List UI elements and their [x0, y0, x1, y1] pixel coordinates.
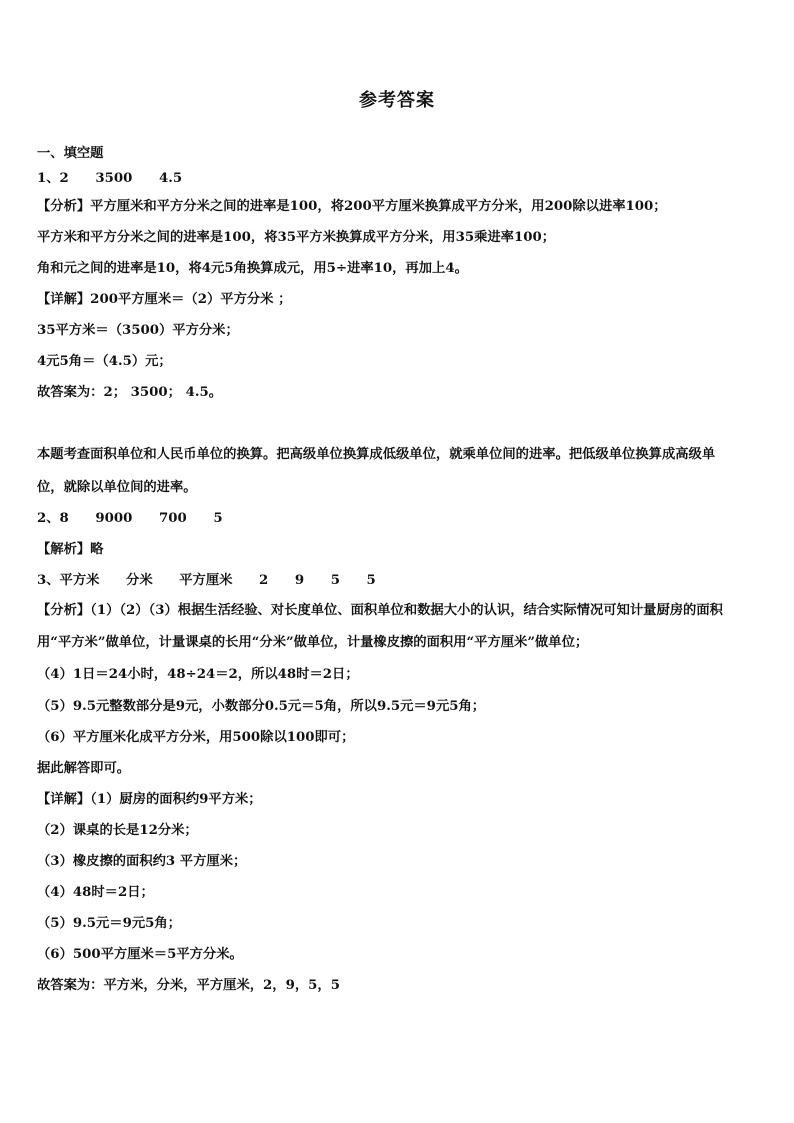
answer-line: 2、8 9000 700 5	[37, 511, 223, 526]
analysis-line: 平方米和平方分米之间的进率是100，将35平方米换算成平方分米，用35乘进率100；	[37, 230, 556, 245]
detail-line: （5）9.5元＝9元5角；	[37, 916, 181, 931]
analysis-line: 【分析】（1）（2）（3）根据生活经验、对长度单位、面积单位和数据大小的认识，结合实际情况可知计量厨房的面积	[37, 603, 723, 618]
analysis-line: 【解析】略	[37, 542, 104, 557]
detail-line: （4）48时＝2日；	[37, 885, 154, 900]
detail-line: （3）橡皮擦的面积约3 平方厘米；	[37, 854, 247, 869]
detail-line: （2）课桌的长是12分米；	[37, 823, 198, 838]
answer-line: 3、平方米 分米 平方厘米 2 9 5 5	[37, 573, 376, 588]
detail-line: 【详解】（1）厨房的面积约9平方米；	[37, 792, 262, 807]
conclusion-line: 故答案为：平方米，分米，平方厘米，2，9，5，5	[37, 978, 340, 993]
page-title: 参考答案	[359, 90, 435, 111]
analysis-line: 据此解答即可。	[37, 761, 131, 776]
analysis-line: （4）1日＝24小时，48÷24＝2，所以48时＝2日；	[37, 667, 359, 682]
detail-line: 4元5角＝（4.5）元；	[37, 354, 172, 369]
analysis-line: （5）9.5元整数部分是9元，小数部分0.5元＝5角，所以9.5元＝9元5角；	[37, 699, 486, 714]
detail-line: 【详解】200平方厘米＝（2）平方分米 ；	[37, 292, 292, 307]
detail-line: （6）500平方厘米＝5平方分米。	[37, 947, 243, 962]
conclusion-line: 故答案为：2； 3500； 4.5。	[37, 385, 223, 400]
analysis-line: 【分析】平方厘米和平方分米之间的进率是100，将200平方厘米换算成平方分米，用200除以进率100；	[37, 199, 667, 214]
summary-line: 本题考查面积单位和人民币单位的换算。把高级单位换算成低级单位，就乘单位间的进率。把低级单位换算成高级单	[37, 447, 716, 462]
analysis-line: 角和元之间的进率是10，将4元5角换算成元，用5÷进率10，再加上4。	[37, 261, 468, 276]
analysis-line: （6）平方厘米化成平方分米，用500除以100即可；	[37, 730, 355, 745]
answer-line: 1、2 3500 4.5	[37, 171, 183, 186]
analysis-line: 用“平方米”做单位，计量课桌的长用“分米”做单位，计量橡皮擦的面积用“平方厘米”做单位；	[37, 635, 589, 650]
section-heading: 一、填空题	[37, 146, 104, 161]
detail-line: 35平方米＝（3500）平方分米；	[37, 323, 239, 338]
summary-line: 位，就除以单位间的进率。	[37, 480, 197, 495]
